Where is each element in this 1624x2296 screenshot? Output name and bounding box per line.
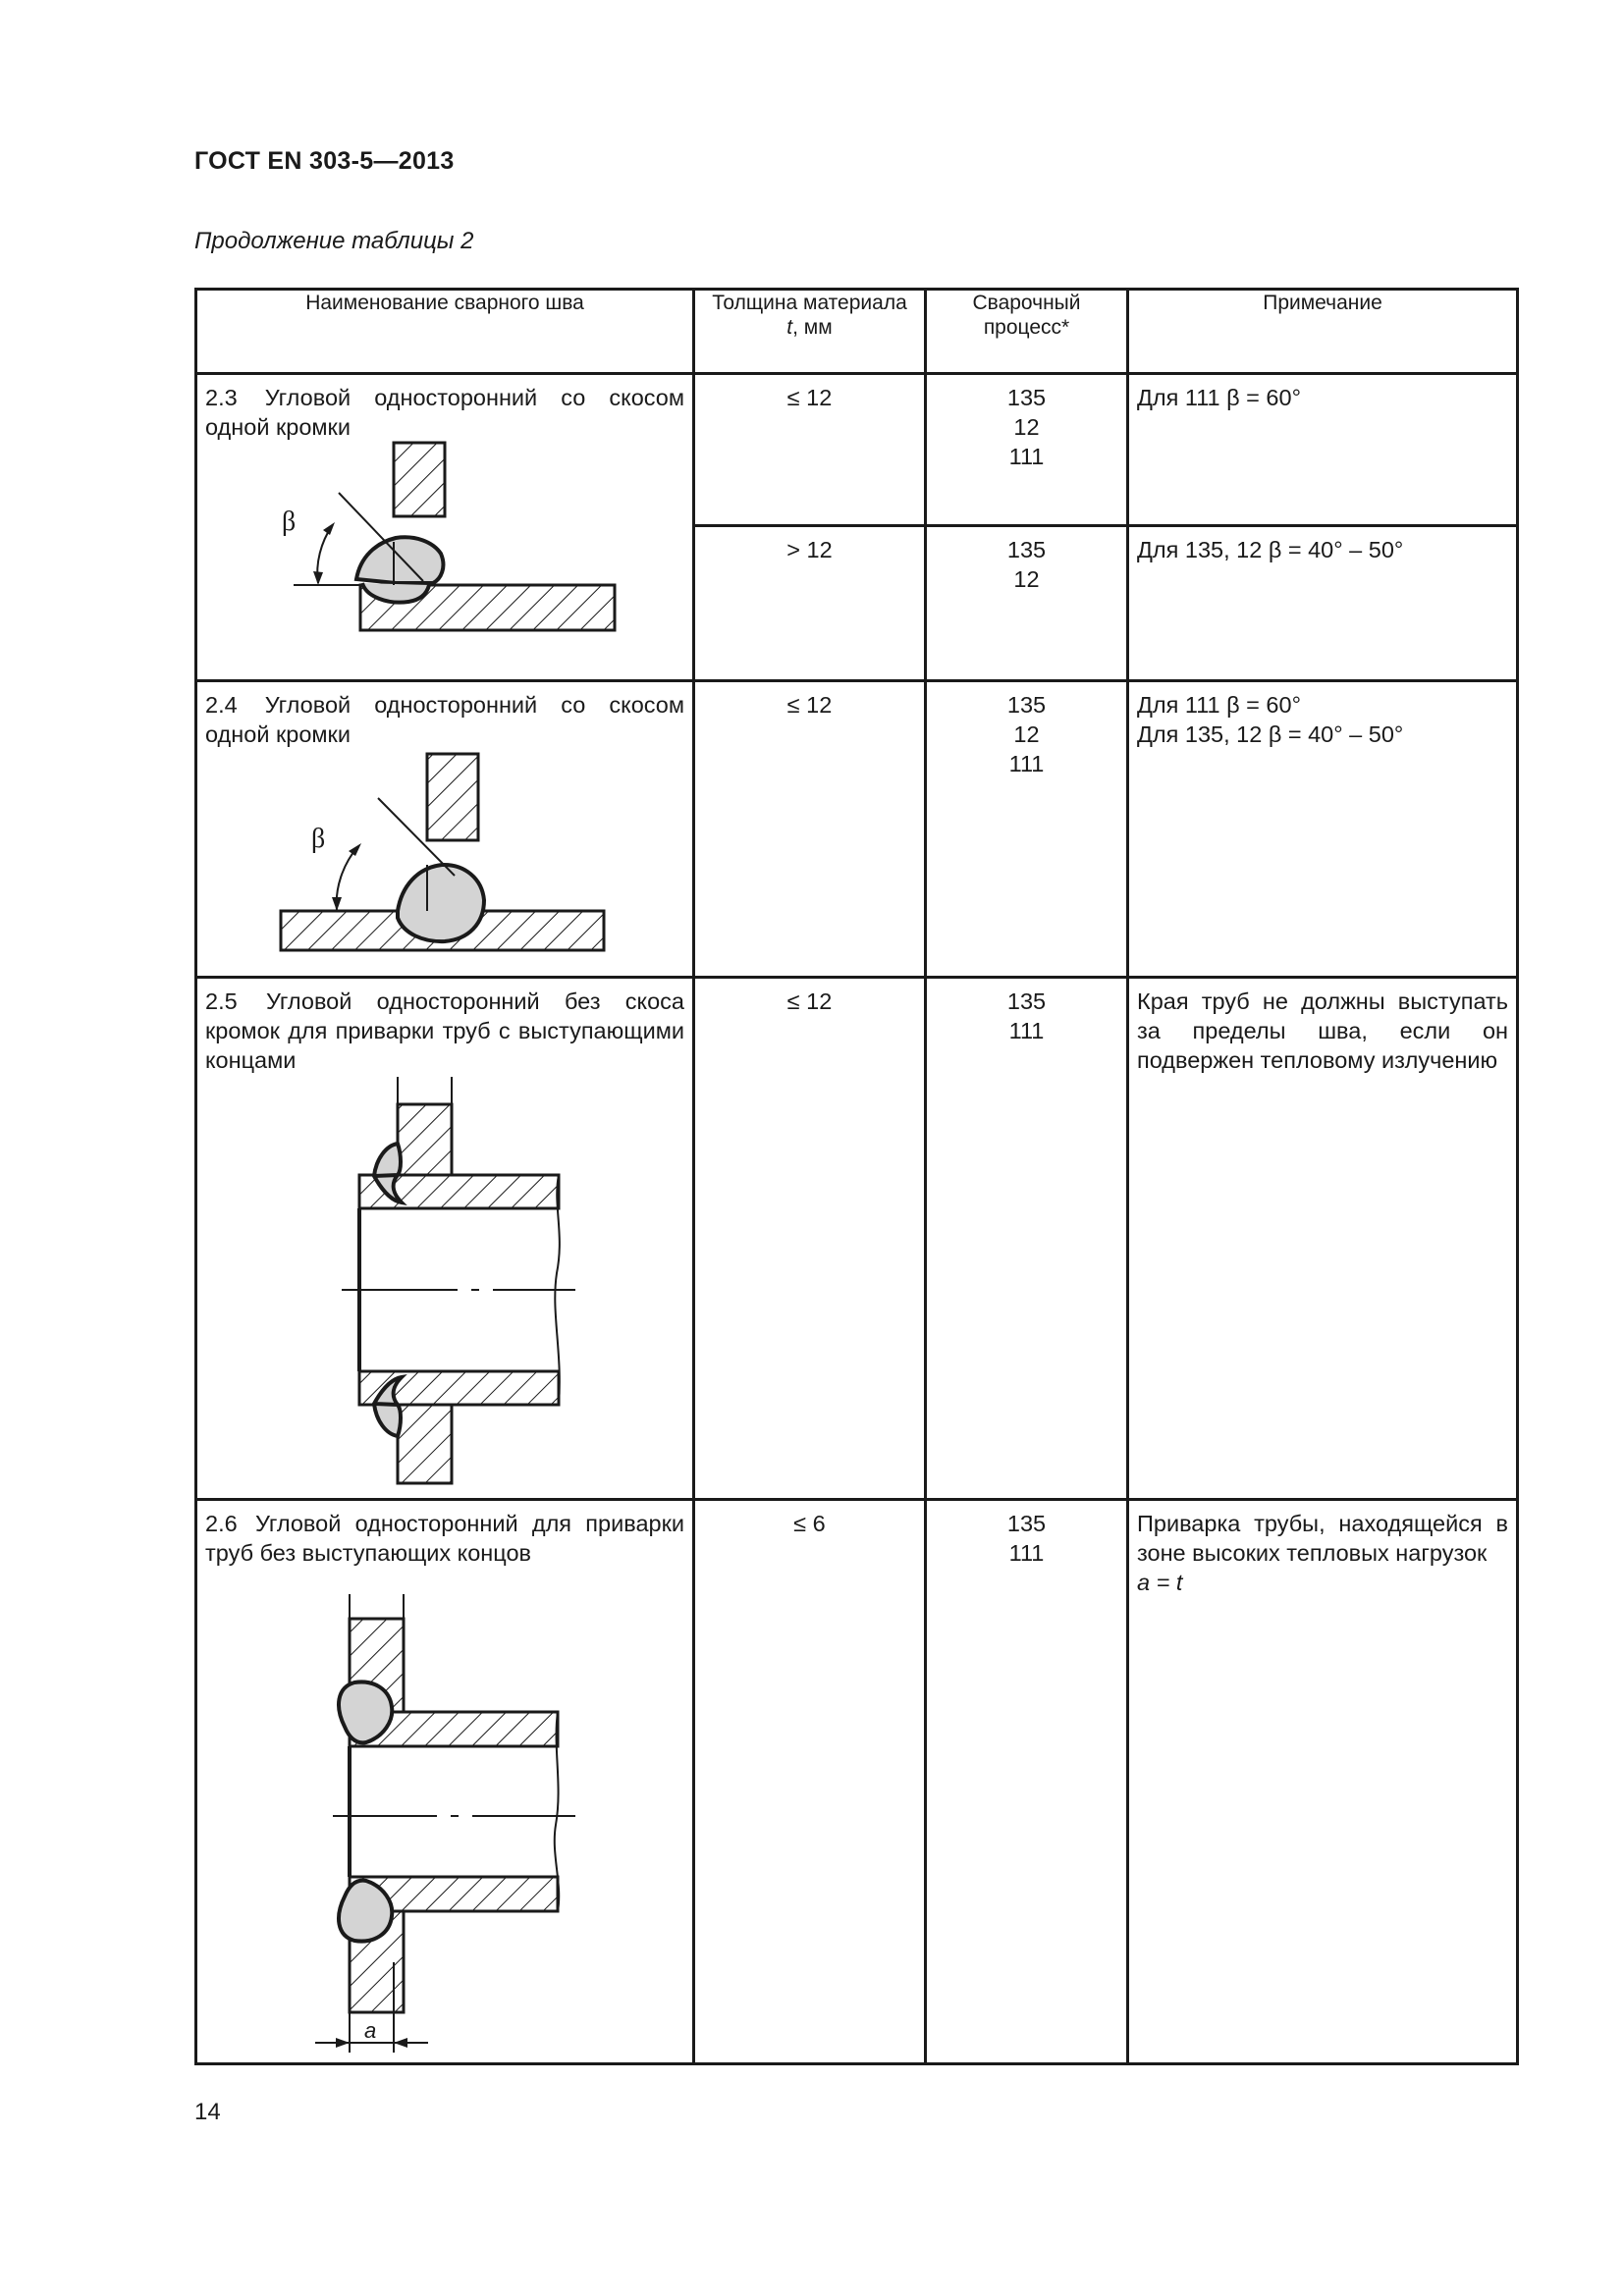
weld-cell-2-4 <box>196 681 694 978</box>
weld-title-2-3: 2.3 Угловой односторонний со скосом одной кромки <box>205 385 685 440</box>
note-formula: a = t <box>1137 1570 1183 1595</box>
plate-top <box>398 1104 452 1175</box>
document-code: ГОСТ EN 303-5—2013 <box>194 147 455 175</box>
weld-bead <box>398 865 484 941</box>
process-2-4: 135 12 111 <box>926 681 1128 978</box>
weld-title-2-6: 2.6 Угловой односторонний для приварки труб без выступающих концов <box>205 1511 684 1566</box>
page-number: 14 <box>194 2099 221 2125</box>
header-process-line1: Сварочный <box>972 292 1081 314</box>
table-header-row <box>196 290 1518 374</box>
table-row <box>196 978 1518 1500</box>
vertical-plate <box>394 443 445 516</box>
dimension-label-a: a <box>364 2018 377 2043</box>
thickness-2-4: ≤ 12 <box>694 681 926 978</box>
weld-cell-2-3 <box>196 374 694 681</box>
thickness-2-3b: > 12 <box>694 526 926 681</box>
note-2-3a: Для 111 β = 60° <box>1128 374 1518 526</box>
vertical-plate <box>427 754 478 840</box>
weld-drawing-2-4 <box>197 682 695 979</box>
thickness-2-3a: ≤ 12 <box>694 374 926 526</box>
header-thickness-line1: Толщина материала <box>712 292 907 314</box>
table-row <box>196 1500 1518 2064</box>
weld-drawing-2-3 <box>197 375 695 682</box>
note-2-6: Приварка трубы, находящейся в зоне высоких тепловых нагрузок a = t <box>1128 1500 1518 2064</box>
process-2-6: 135 111 <box>926 1500 1128 2064</box>
table-row <box>196 681 1518 978</box>
process-2-3b: 135 12 <box>926 526 1128 681</box>
plate-bottom <box>398 1405 452 1483</box>
weld-cell-2-5 <box>196 978 694 1500</box>
weld-title-2-4: 2.4 Угловой односторонний со скосом одной кромки <box>205 692 685 747</box>
thickness-2-5: ≤ 12 <box>694 978 926 1500</box>
header-thickness <box>694 290 926 374</box>
header-thickness-var: t <box>786 316 793 340</box>
table-continuation-caption: Продолжение таблицы 2 <box>194 228 474 254</box>
note-2-5: Края труб не должны выступать за пределы шва, если он подвержен тепловому излучению <box>1128 978 1518 1500</box>
header-thickness-line2 <box>695 315 924 340</box>
header-process-line2: процесс* <box>983 316 1070 340</box>
header-process <box>926 290 1128 374</box>
weld-bead <box>356 537 443 583</box>
header-note: Примечание <box>1128 290 1518 374</box>
weld-cell-2-6 <box>196 1500 694 2064</box>
note-2-4: Для 111 β = 60° Для 135, 12 β = 40° – 50° <box>1128 681 1518 978</box>
note-2-3b: Для 135, 12 β = 40° – 50° <box>1128 526 1518 681</box>
beta-label: β <box>282 507 297 537</box>
beta-label: β <box>311 824 326 854</box>
table-row <box>196 374 1518 526</box>
weld-title-2-5: 2.5 Угловой односторонний без скоса кромок для приварки труб с выступающими концами <box>205 988 684 1073</box>
header-thickness-unit: , мм <box>792 316 833 340</box>
weld-joints-table <box>194 288 1519 2065</box>
thickness-2-6: ≤ 6 <box>694 1500 926 2064</box>
weld-drawing-2-6 <box>197 1501 695 2065</box>
weld-drawing-2-5 <box>197 979 695 1501</box>
process-2-5: 135 111 <box>926 978 1128 1500</box>
process-2-3a: 135 12 111 <box>926 374 1128 526</box>
header-weld-name: Наименование сварного шва <box>196 290 694 374</box>
